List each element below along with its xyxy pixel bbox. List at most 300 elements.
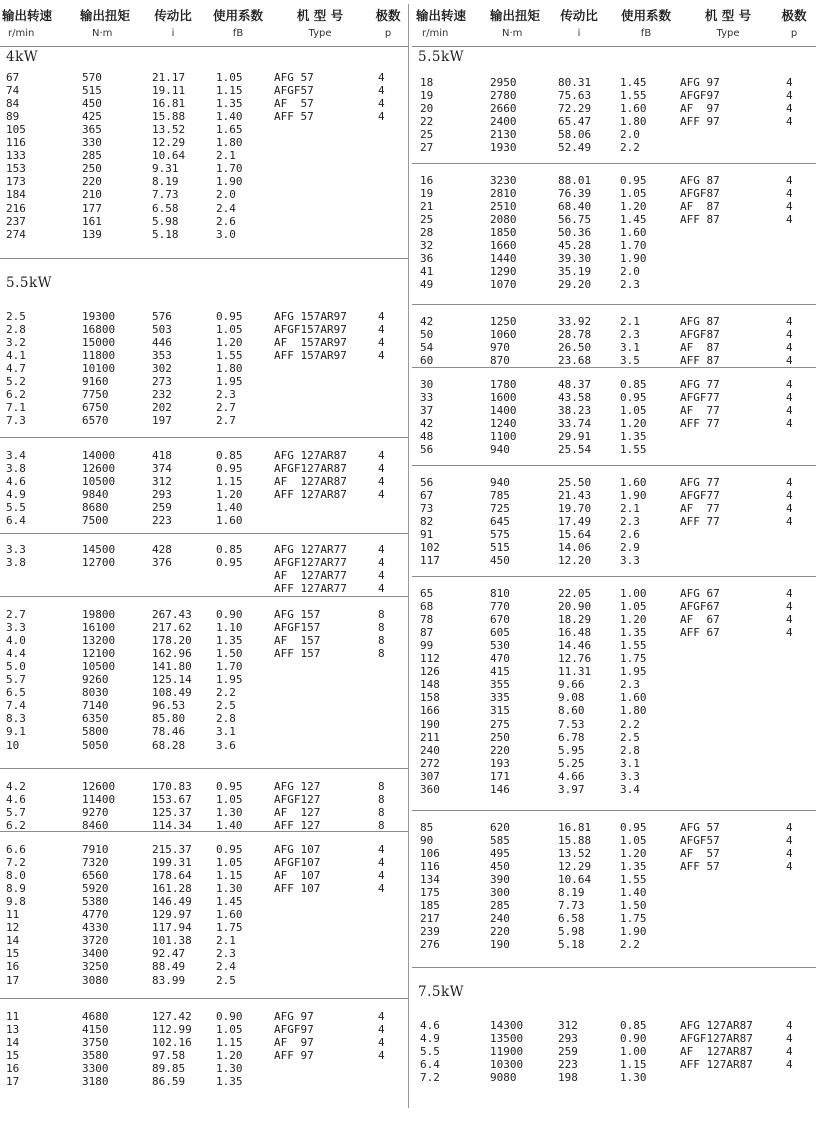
cell-factor: 2.0	[620, 128, 640, 142]
cell-speed: 42	[420, 315, 434, 328]
table-row	[412, 1045, 816, 1058]
cell-ratio: 8.60	[558, 704, 585, 718]
cell-ratio: 5.25	[558, 756, 585, 770]
header-type-cn: 机 型 号	[296, 8, 344, 23]
cell-torque: 12600	[82, 462, 116, 476]
power-group	[0, 46, 408, 258]
cell-ratio: 10.64	[558, 873, 592, 887]
cell-type: AFGF127AR87	[274, 462, 347, 476]
cell-torque: 285	[490, 899, 510, 913]
cell-torque: 575	[490, 528, 510, 542]
cell-type: AFF 127AR77	[274, 582, 347, 596]
cell-speed: 67	[6, 71, 20, 84]
cell-speed: 158	[420, 691, 440, 705]
table-row	[0, 634, 408, 647]
cell-torque: 1600	[490, 391, 517, 405]
header-type-cn: 机 型 号	[704, 8, 752, 23]
cell-factor: 2.5	[216, 699, 236, 713]
table-row	[412, 187, 816, 200]
cell-speed: 4.9	[420, 1032, 440, 1046]
cell-ratio: 125.14	[152, 673, 192, 687]
cell-type: AFF 87	[680, 354, 720, 368]
cell-type: AF 67	[680, 613, 720, 627]
cell-factor: 1.00	[620, 587, 647, 600]
power-group	[412, 576, 816, 811]
cell-ratio: 21.43	[558, 489, 592, 503]
cell-type: AF 97	[274, 1036, 314, 1050]
cell-factor: 3.6	[216, 738, 236, 752]
cell-type: AF 57	[274, 97, 314, 111]
cell-speed: 32	[420, 239, 434, 253]
cell-torque: 3250	[82, 960, 109, 974]
header-speed	[416, 6, 466, 39]
cell-type: AFG 157AR97	[274, 310, 347, 323]
cell-torque: 870	[490, 354, 510, 368]
table-row	[412, 443, 816, 456]
cell-ratio: 19.11	[152, 84, 186, 98]
cell-torque: 770	[490, 600, 510, 614]
cell-poles: 4	[786, 354, 793, 368]
header-torque	[490, 6, 540, 39]
cell-ratio: 16.48	[558, 626, 592, 640]
cell-poles: 4	[786, 115, 793, 129]
cell-speed: 48	[420, 430, 434, 444]
cell-ratio: 18.29	[558, 613, 592, 627]
cell-speed: 60	[420, 354, 434, 368]
cell-factor: 2.1	[620, 502, 640, 516]
table-row	[0, 136, 408, 149]
cell-speed: 184	[6, 188, 26, 202]
cell-factor: 0.95	[620, 174, 647, 187]
cell-ratio: 26.50	[558, 341, 592, 355]
cell-speed: 8.9	[6, 882, 26, 896]
cell-factor: 0.95	[216, 780, 243, 793]
cell-ratio: 125.37	[152, 806, 192, 820]
cell-type: AFG 77	[680, 476, 720, 489]
cell-speed: 4.6	[6, 793, 26, 807]
cell-ratio: 146.49	[152, 895, 192, 909]
table-row	[0, 215, 408, 228]
cell-torque: 14000	[82, 449, 116, 462]
cell-torque: 3300	[82, 1062, 109, 1076]
table-row	[412, 174, 816, 187]
table-row	[0, 869, 408, 882]
cell-ratio: 16.81	[152, 97, 186, 111]
cell-ratio: 217.62	[152, 621, 192, 635]
cell-speed: 9.8	[6, 895, 26, 909]
cell-speed: 2.8	[6, 323, 26, 337]
cell-factor: 1.40	[620, 886, 647, 900]
table-row	[412, 925, 816, 938]
cell-factor: 1.40	[216, 819, 243, 833]
table-row	[0, 175, 408, 188]
table-row	[412, 252, 816, 265]
power-rating-title: 7.5kW	[418, 984, 465, 1000]
cell-ratio: 376	[152, 556, 172, 570]
cell-speed: 16	[420, 174, 434, 187]
cell-speed: 116	[420, 860, 440, 874]
cell-type: AFG 157	[274, 608, 321, 621]
cell-torque: 8460	[82, 819, 109, 833]
cell-factor: 1.40	[216, 501, 243, 515]
cell-type: AFF 157AR97	[274, 349, 347, 363]
cell-type: AFG 57	[274, 71, 314, 84]
cell-torque: 1060	[490, 328, 517, 342]
cell-type: AFF 107	[274, 882, 321, 896]
cell-speed: 21	[420, 200, 434, 214]
cell-factor: 0.85	[620, 378, 647, 391]
cell-torque: 315	[490, 704, 510, 718]
power-group	[412, 163, 816, 305]
cell-speed: 19	[420, 187, 434, 201]
cell-ratio: 16.81	[558, 821, 592, 834]
cell-type: AFGF67	[680, 600, 720, 614]
cell-factor: 1.45	[620, 213, 647, 227]
power-group	[412, 465, 816, 577]
cell-factor: 1.30	[216, 882, 243, 896]
cell-torque: 16100	[82, 621, 116, 635]
cell-speed: 8.0	[6, 869, 26, 883]
cell-speed: 239	[420, 925, 440, 939]
cell-poles: 8	[378, 647, 385, 661]
cell-torque: 645	[490, 515, 510, 529]
table-row	[412, 354, 816, 367]
table-row	[0, 123, 408, 136]
cell-ratio: 178.20	[152, 634, 192, 648]
cell-torque: 9080	[490, 1071, 517, 1085]
cell-torque: 2130	[490, 128, 517, 142]
cell-poles: 4	[786, 89, 793, 103]
cell-torque: 12600	[82, 780, 116, 793]
cell-ratio: 273	[152, 375, 172, 389]
cell-ratio: 7.73	[558, 899, 585, 913]
cell-ratio: 293	[558, 1032, 578, 1046]
cell-type: AFG 127	[274, 780, 321, 793]
cell-type: AFGF57	[274, 84, 314, 98]
header-factor-en: fB	[640, 28, 652, 39]
cell-poles: 8	[378, 608, 385, 621]
table-row	[0, 228, 408, 241]
cell-ratio: 88.49	[152, 960, 186, 974]
cell-type: AFGF157AR97	[274, 323, 347, 337]
cell-factor: 1.50	[620, 899, 647, 913]
table-row	[412, 502, 816, 515]
cell-speed: 99	[420, 639, 434, 653]
cell-poles: 8	[378, 819, 385, 833]
cell-poles: 4	[378, 462, 385, 476]
cell-poles: 4	[786, 1019, 793, 1032]
cell-ratio: 97.58	[152, 1049, 186, 1063]
cell-torque: 4770	[82, 908, 109, 922]
cell-ratio: 33.74	[558, 417, 592, 431]
header-torque-en: N·m	[502, 28, 523, 39]
cell-torque: 8680	[82, 501, 109, 515]
cell-type: AF 57	[680, 847, 720, 861]
cell-speed: 5.5	[420, 1045, 440, 1059]
cell-factor: 3.1	[216, 725, 236, 739]
cell-torque: 1660	[490, 239, 517, 253]
cell-factor: 1.20	[620, 847, 647, 861]
cell-speed: 6.2	[6, 819, 26, 833]
table-row	[0, 323, 408, 336]
power-group	[0, 596, 408, 769]
cell-type: AFG 127AR87	[680, 1019, 753, 1032]
cell-torque: 6350	[82, 712, 109, 726]
cell-factor: 2.8	[216, 712, 236, 726]
table-row	[412, 554, 816, 567]
cell-factor: 1.55	[620, 89, 647, 103]
cell-factor: 2.5	[216, 973, 236, 987]
cell-factor: 1.90	[620, 252, 647, 266]
cell-poles: 4	[786, 213, 793, 227]
cell-poles: 4	[378, 882, 385, 896]
cell-type: AFG 127AR77	[274, 543, 347, 556]
cell-poles: 4	[786, 626, 793, 640]
table-row	[412, 328, 816, 341]
cell-factor: 1.60	[620, 226, 647, 240]
table-row	[412, 128, 816, 141]
table-row	[412, 515, 816, 528]
header-poles-cn: 极数	[375, 8, 401, 23]
cell-factor: 2.1	[620, 315, 640, 328]
table-row	[0, 712, 408, 725]
cell-poles: 4	[786, 341, 793, 355]
header-speed-en: r/min	[422, 28, 449, 39]
cell-type: AFGF127	[274, 793, 321, 807]
table-row	[0, 582, 408, 595]
cell-ratio: 446	[152, 336, 172, 350]
cell-type: AFF 127	[274, 819, 321, 833]
cell-ratio: 12.29	[152, 136, 186, 150]
cell-speed: 49	[420, 278, 434, 292]
table-row	[0, 336, 408, 349]
cell-speed: 78	[420, 613, 434, 627]
cell-torque: 515	[490, 541, 510, 555]
cell-factor: 1.15	[216, 475, 243, 489]
cell-speed: 68	[420, 600, 434, 614]
cell-speed: 22	[420, 115, 434, 129]
cell-speed: 5.0	[6, 660, 26, 674]
cell-ratio: 302	[152, 362, 172, 376]
cell-poles: 4	[786, 417, 793, 431]
cell-speed: 4.0	[6, 634, 26, 648]
cell-factor: 1.05	[216, 1023, 243, 1037]
table-row	[412, 115, 816, 128]
table-row	[412, 391, 816, 404]
table-row	[0, 97, 408, 110]
cell-torque: 275	[490, 717, 510, 731]
cell-factor: 2.3	[620, 278, 640, 292]
cell-speed: 50	[420, 328, 434, 342]
cell-type: AFGF97	[274, 1023, 314, 1037]
cell-poles: 4	[786, 1045, 793, 1059]
cell-factor: 1.00	[620, 1045, 647, 1059]
cell-speed: 10	[6, 738, 20, 752]
cell-factor: 3.5	[620, 354, 640, 368]
power-group	[0, 437, 408, 534]
cell-poles: 4	[786, 847, 793, 861]
cell-poles: 8	[378, 793, 385, 807]
cell-poles: 4	[378, 569, 385, 583]
cell-speed: 117	[420, 554, 440, 568]
cell-speed: 25	[420, 213, 434, 227]
table-row	[0, 856, 408, 869]
cell-speed: 16	[6, 960, 20, 974]
cell-type: AFF 77	[680, 417, 720, 431]
table-row	[0, 1049, 408, 1062]
cell-speed: 37	[420, 404, 434, 418]
table-row	[412, 1019, 816, 1032]
cell-speed: 3.4	[6, 449, 26, 462]
cell-speed: 7.2	[6, 856, 26, 870]
table-row	[0, 673, 408, 686]
cell-torque: 495	[490, 847, 510, 861]
table-row	[412, 76, 816, 89]
table-row	[412, 770, 816, 783]
header-speed-en: r/min	[8, 28, 35, 39]
cell-ratio: 80.31	[558, 76, 592, 89]
cell-speed: 28	[420, 226, 434, 240]
cell-speed: 7.2	[420, 1071, 440, 1085]
cell-speed: 3.3	[6, 543, 26, 556]
cell-speed: 7.3	[6, 414, 26, 428]
cell-torque: 6560	[82, 869, 109, 883]
cell-ratio: 21.17	[152, 71, 186, 84]
cell-ratio: 13.52	[152, 123, 186, 137]
table-row	[412, 613, 816, 626]
table-row	[412, 141, 816, 154]
table-row	[0, 908, 408, 921]
power-group	[0, 998, 408, 1113]
cell-ratio: 50.36	[558, 226, 592, 240]
table-row	[412, 652, 816, 665]
cell-factor: 1.40	[216, 110, 243, 124]
table-row	[0, 608, 408, 621]
table-row	[412, 213, 816, 226]
cell-type: AFG 57	[680, 821, 720, 834]
column-divider	[408, 4, 409, 1108]
header-factor-cn: 使用系数	[620, 8, 671, 23]
cell-poles: 8	[378, 806, 385, 820]
cell-torque: 19800	[82, 608, 116, 621]
cell-ratio: 418	[152, 449, 172, 462]
table-row	[412, 744, 816, 757]
cell-torque: 3400	[82, 947, 109, 961]
cell-poles: 4	[786, 587, 793, 600]
header-ratio	[554, 6, 604, 39]
table-row	[412, 821, 816, 834]
cell-torque: 161	[82, 214, 102, 228]
cell-torque: 450	[490, 554, 510, 568]
cell-speed: 17	[6, 973, 20, 987]
cell-speed: 217	[420, 912, 440, 926]
cell-type: AFGF77	[680, 391, 720, 405]
cell-ratio: 9.08	[558, 691, 585, 705]
cell-poles: 4	[786, 187, 793, 201]
cell-type: AF 77	[680, 502, 720, 516]
cell-factor: 1.60	[620, 476, 647, 489]
table-row	[0, 414, 408, 427]
cell-torque: 7500	[82, 514, 109, 528]
table-row	[412, 834, 816, 847]
cell-torque: 7320	[82, 856, 109, 870]
cell-torque: 15000	[82, 336, 116, 350]
cell-factor: 2.2	[620, 141, 640, 155]
cell-torque: 390	[490, 873, 510, 887]
table-row	[0, 149, 408, 162]
cell-poles: 4	[786, 174, 793, 187]
cell-torque: 250	[490, 730, 510, 744]
left-header	[0, 0, 408, 47]
cell-ratio: 161.28	[152, 882, 192, 896]
cell-ratio: 259	[152, 501, 172, 515]
cell-poles: 4	[786, 378, 793, 391]
cell-poles: 4	[378, 869, 385, 883]
cell-poles: 4	[378, 582, 385, 596]
cell-type: AF 127AR87	[274, 475, 347, 489]
header-poles-en: p	[790, 28, 798, 39]
cell-torque: 355	[490, 678, 510, 692]
cell-speed: 11	[6, 1010, 20, 1023]
header-factor-en: fB	[232, 28, 244, 39]
cell-speed: 211	[420, 730, 440, 744]
table-row	[0, 162, 408, 175]
cell-poles: 8	[378, 634, 385, 648]
cell-torque: 5050	[82, 738, 109, 752]
cell-factor: 1.05	[620, 600, 647, 614]
cell-type: AFGF87	[680, 187, 720, 201]
power-group	[0, 831, 408, 999]
cell-ratio: 25.50	[558, 476, 592, 489]
table-row	[0, 806, 408, 819]
cell-poles: 4	[786, 476, 793, 489]
cell-poles: 4	[786, 821, 793, 834]
cell-torque: 425	[82, 110, 102, 124]
cell-ratio: 312	[152, 475, 172, 489]
cell-factor: 1.95	[216, 375, 243, 389]
cell-torque: 450	[490, 860, 510, 874]
power-group	[412, 367, 816, 466]
header-torque-cn: 输出扭矩	[490, 8, 541, 23]
table-row	[0, 947, 408, 960]
cell-poles: 4	[378, 310, 385, 323]
cell-type: AFG 97	[274, 1010, 314, 1023]
cell-ratio: 8.19	[152, 175, 179, 189]
cell-speed: 6.5	[6, 686, 26, 700]
cell-speed: 106	[420, 847, 440, 861]
cell-factor: 1.70	[216, 162, 243, 176]
cell-factor: 1.35	[216, 97, 243, 111]
cell-ratio: 5.18	[152, 227, 179, 241]
cell-factor: 0.95	[216, 556, 243, 570]
cell-factor: 1.20	[620, 613, 647, 627]
cell-type: AFGF57	[680, 834, 720, 848]
cell-factor: 2.1	[216, 149, 236, 163]
power-group	[412, 810, 816, 968]
cell-torque: 11800	[82, 349, 116, 363]
cell-torque: 1440	[490, 252, 517, 266]
cell-speed: 56	[420, 476, 434, 489]
cell-factor: 2.6	[620, 528, 640, 542]
cell-ratio: 6.58	[558, 912, 585, 926]
cell-torque: 2780	[490, 89, 517, 103]
cell-speed: 41	[420, 265, 434, 279]
cell-factor: 2.9	[620, 541, 640, 555]
power-group	[412, 967, 816, 1113]
cell-ratio: 293	[152, 488, 172, 502]
cell-torque: 250	[82, 162, 102, 176]
cell-type: AFF 157	[274, 647, 321, 661]
